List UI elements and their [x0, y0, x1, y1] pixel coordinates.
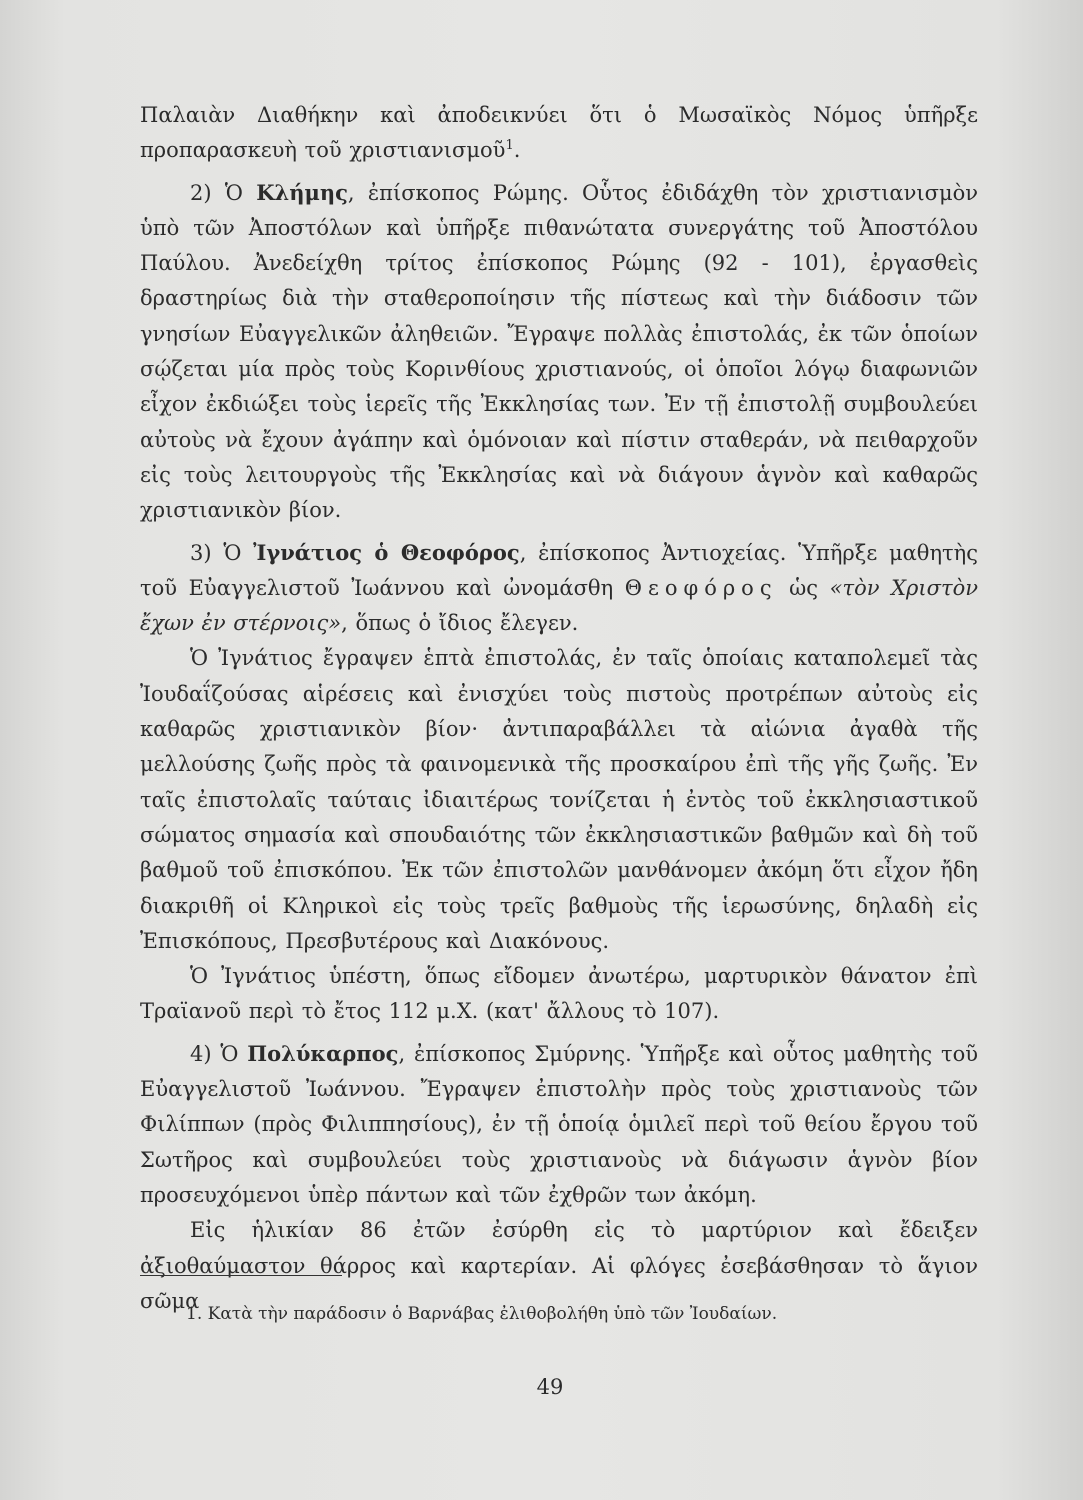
paragraph-ignatius-martyrdom: Ὁ Ἰγνάτιος ὑπέστη, ὅπως εἴδομεν ἀνωτέρω, μαρτυρικὸν θάνατον ἐπὶ Τραϊανοῦ περὶ τὸ ἔτος 112 μ.Χ. (κατ' ἄλλους τὸ 107).	[140, 964, 978, 1024]
paragraph-polycarp-martyrdom: Εἰς ἡλικίαν 86 ἐτῶν ἐσύρθη εἰς τὸ μαρτύριον καὶ ἔδειξεν ἀξιοθαύμαστον θάρρος καὶ καρτερίαν. Αἱ φλόγες ἐσεβάσθησαν τὸ ἅγιον σῶμα	[140, 1218, 978, 1313]
heading-clement: Κλήμης	[256, 179, 348, 205]
footnote-marker: 1	[505, 138, 514, 154]
paragraph-ignatius: 3) Ὁ Ἰγνάτιος ὁ Θεοφόρος, ἐπίσκοπος Ἀντιοχείας. Ὑπῆρξε μαθητὴς τοῦ Εὐαγγελιστοῦ Ἰωάννου καὶ ὠνομάσθη Θεοφόρος ὡς «τὸν Χριστὸν ἔχων ἐν στέρνοις», ὅπως ὁ ἴδιος ἔλεγεν.	[140, 539, 978, 636]
italic-quote: «τὸν Χριστὸν ἔχων ἐν στέρνοις»	[140, 575, 978, 636]
footnote: 1. Κατὰ τὴν παράδοσιν ὁ Βαρνάβας ἐλιθοβολήθη ὑπὸ τῶν Ἰουδαίων.	[186, 1304, 778, 1324]
body-text	[140, 98, 978, 1319]
paragraph-ignatius-letters: Ὁ Ἰγνάτιος ἔγραψεν ἑπτὰ ἐπιστολάς, ἐν ταῖς ὁποίαις καταπολεμεῖ τὰς Ἰουδαΐζούσας αἱρέσεις καὶ ἐνισχύει τοὺς πιστοὺς προτρέπων αὐτοὺς εἰς καθαρῶς χριστιανικὸν βίον· ἀντιπαραβάλλει τὰ αἰώνια ἀγαθὰ τῆς μελλούσης ζωῆς πρὸς τὰ φαινομενικὰ τῆς προσκαίρου ἐπὶ τῆς γῆς ζωῆς. Ἐν ταῖς ἐπιστολαῖς ταύταις ἰδιαιτέρως τονίζεται ἡ ἐντὸς τοῦ ἐκκλησιαστικοῦ σώματος σημασία καὶ σπουδαιότης τῶν ἐκκλησιαστικῶν βαθμῶν καὶ δὴ τοῦ βαθμοῦ τοῦ ἐπισκόπου. Ἐκ τῶν ἐπιστολῶν μανθάνομεν ἀκόμη ὅτι εἶχον ἤδη διακριθῆ οἱ Κληρικοὶ εἰς τοὺς τρεῖς βαθμοὺς τῆς ἱερωσύνης, δηλαδὴ εἰς Ἐπισκόπους, Πρεσβυτέρους καὶ Διακόνους.	[140, 646, 978, 953]
spaced-epithet: Θεοφόρος	[624, 575, 778, 600]
paragraph-polycarp: 4) Ὁ Πολύκαρπος, ἐπίσκοπος Σμύρνης. Ὑπῆρξε καὶ οὗτος μαθητὴς τοῦ Εὐαγγελιστοῦ Ἰωάννου. Ἔγραψεν ἐπιστολὴν πρὸς τοὺς χριστιανοὺς τῶν Φιλίππων (πρὸς Φιλιππησίους), ἐν τῇ ὁποίᾳ ὁμιλεῖ περὶ τοῦ θείου ἔργου τοῦ Σωτῆρος καὶ συμβουλεύει τοὺς χριστιανοὺς νὰ διάγωσιν ἁγνὸν βίον προσευχόμενοι ὑπὲρ πάντων καὶ τῶν ἐχθρῶν των ἀκόμη.	[140, 1040, 978, 1207]
heading-ignatius: Ἰγνάτιος ὁ Θεοφόρος	[253, 539, 520, 565]
heading-polycarp: Πολύκαρπος	[247, 1040, 399, 1066]
page-number: 49	[536, 1375, 564, 1399]
paragraph-continuation: Παλαιὰν Διαθήκην καὶ ἀποδεικνύει ὅτι ὁ Μωσαϊκὸς Νόμος ὑπῆρξε προπαρασκευὴ τοῦ χριστιανισμοῦ$^1$.	[140, 103, 978, 163]
footnote-divider	[140, 1275, 342, 1276]
paragraph-clement: 2) Ὁ Κλήμης, ἐπίσκοπος Ρώμης. Οὗτος ἐδιδάχθη τὸν χριστιανισμὸν ὑπὸ τῶν Ἀποστόλων καὶ ὑπῆρξε πιθανώτατα συνεργάτης τοῦ Ἀποστόλου Παύλου. Ἀνεδείχθη τρίτος ἐπίσκοπος Ρώμης (92 - 101), ἐργασθεὶς δραστηρίως διὰ τὴν σταθεροποίησιν τῆς πίστεως καὶ τὴν διάδοσιν τῶν γνησίων Εὐαγγελικῶν ἀληθειῶν. Ἔγραψε πολλὰς ἐπιστολάς, ἐκ τῶν ὁποίων σῴζεται μία πρὸς τοὺς Κορινθίους χριστιανούς, οἱ ὁποῖοι λόγῳ διαφωνιῶν εἶχον ἐκδιώξει τοὺς ἱερεῖς τῆς Ἐκκλησίας των. Ἐν τῇ ἐπιστολῇ συμβουλεύει αὐτοὺς νὰ ἔχουν ἀγάπην καὶ ὁμόνοιαν καὶ πίστιν σταθεράν, νὰ πειθαρχοῦν εἰς τοὺς λειτουργοὺς τῆς Ἐκκλησίας καὶ νὰ διάγουν ἁγνὸν καὶ καθαρῶς χριστιανικὸν βίον.	[140, 179, 979, 523]
